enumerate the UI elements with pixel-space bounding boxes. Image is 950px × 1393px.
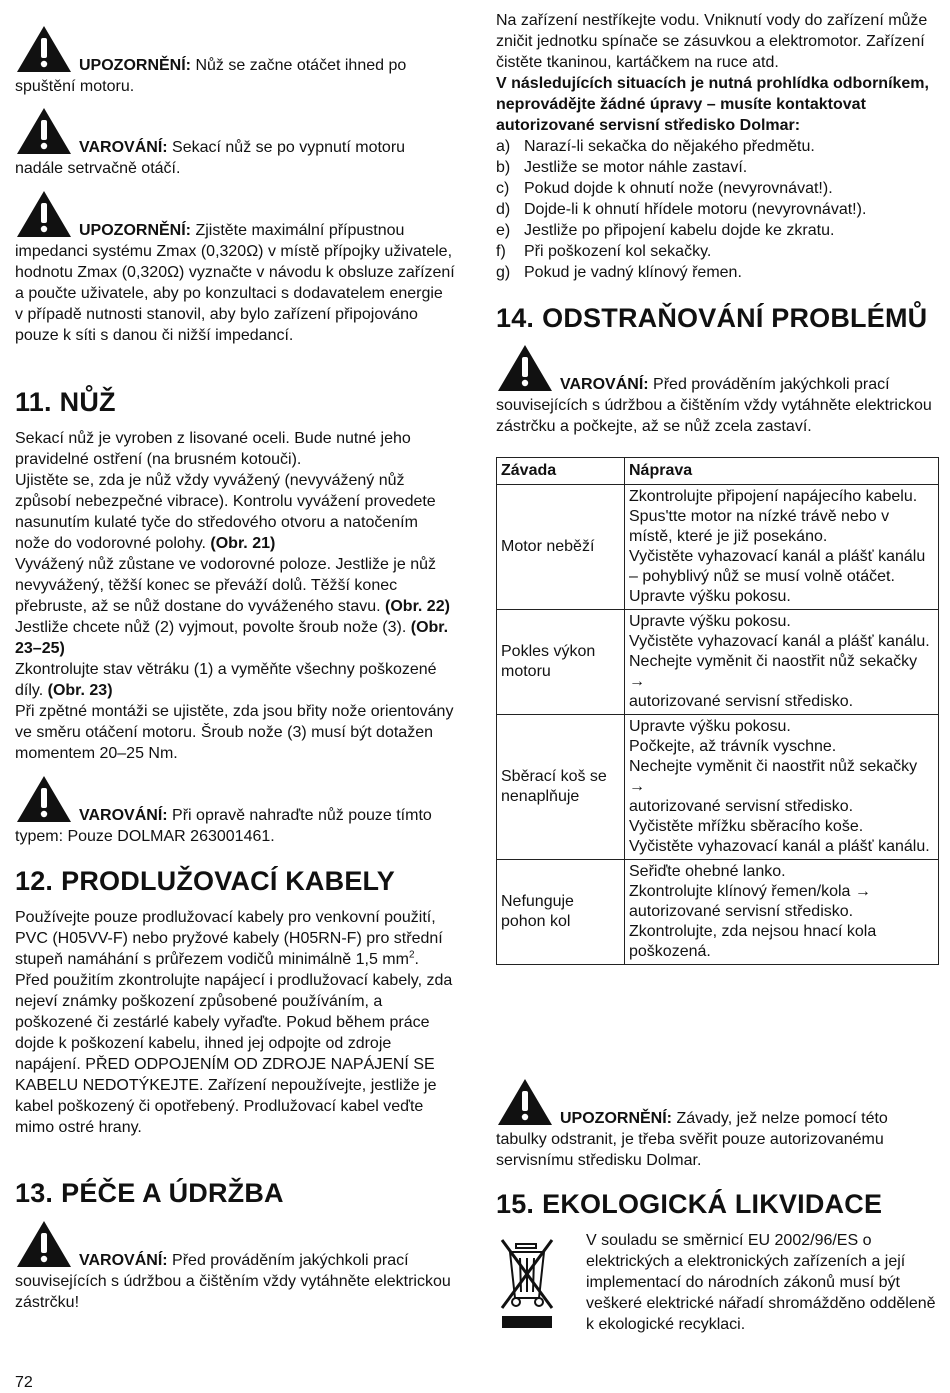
fix-line: autorizované servisní středisko. [629, 903, 854, 920]
list-item [496, 241, 936, 262]
table-row [497, 610, 939, 715]
warning-text: Před prováděním jakýchkoli prací souvisejících s údržbou a čištěním vždy vytáhněte elektrickou zástrčku a počkejte, až se nůž zcela zastaví. [496, 376, 932, 435]
warning-triangle-icon [496, 1077, 554, 1127]
page-number: 72 [15, 1374, 33, 1391]
list-item [496, 199, 936, 220]
table-header-row [497, 458, 939, 485]
list-item [496, 157, 936, 178]
list-marker: b) [496, 159, 511, 176]
fix-line: Zkontrolujte, zda nejsou hnací kola poškozená. [629, 923, 877, 960]
figure-ref: (Obr. 22) [385, 598, 450, 615]
list-text: Dojde-li k ohnutí hřídele motoru (nevyrovnávat!). [524, 201, 867, 218]
warning-text: Při opravě nahraďte nůž pouze tímto typem: Pouze DOLMAR 263001461. [15, 807, 432, 845]
section-title: PÉČE A ÚDRŽBA [61, 1178, 284, 1208]
warning-text: Závady, jež nelze pomocí této tabulky odstranit, je třeba svěřit pouze autorizovanému servisnímu středisku Dolmar. [496, 1110, 888, 1169]
warning-notice [15, 189, 455, 346]
section-heading [15, 386, 455, 418]
section-title: EKOLOGICKÁ LIKVIDACE [542, 1189, 883, 1219]
section-heading [15, 865, 455, 897]
paragraph-text: Jestliže chcete nůž (2) vyjmout, povolte šroub nože (3). [15, 619, 411, 636]
warning-triangle-icon [15, 774, 73, 824]
list-marker: c) [496, 180, 510, 197]
fix-line: Zkontrolujte připojení napájecího kabelu. [629, 488, 918, 505]
list-marker: f) [496, 243, 506, 260]
list-item [496, 178, 936, 199]
fix-cell [625, 715, 939, 860]
paragraph-bold: V následujících situacích je nutná prohlídka odborníkem, neprovádějte žádné úpravy – musíte kontaktovat autorizované servisní středisko Dolmar: [496, 75, 929, 134]
superscript: 2 [408, 949, 415, 961]
paragraph-text: Používejte pouze prodlužovací kabely pro venkovní použití, PVC (H05VV-F) nebo pryžové kabely (H05RN-F) pro střední stupeň namáhání s průřezem vodičů minimálně 1,5 mm [15, 909, 443, 968]
section-body [15, 428, 455, 764]
paragraph-text: . [414, 951, 419, 968]
section-title: PRODLUŽOVACÍ KABELY [61, 866, 395, 896]
list-text: Narazí-li sekačka do nějakého předmětu. [524, 138, 815, 155]
warning-notice [15, 106, 455, 179]
list-item [496, 262, 936, 283]
section-title: NŮŽ [59, 387, 116, 417]
fix-line: Zkontrolujte klínový řemen/kola → [629, 883, 871, 900]
fix-line: Nechejte vyměnit či naostřit nůž sekačky → [629, 758, 918, 795]
fix-line: Vyčistěte vyhazovací kanál a plášť kanálu. [629, 838, 930, 855]
fix-line: Seřiďte ohebné lanko. [629, 863, 786, 880]
fix-line: Vyčistěte vyhazovací kanál a plášť kanálu – pohyblivý nůž se musí volně otáčet. [629, 548, 926, 585]
warning-label: UPOZORNĚNÍ: [560, 1110, 672, 1127]
fix-line: Vyčistěte vyhazovací kanál a plášť kanálu. [629, 633, 930, 650]
warning-notice [15, 24, 455, 97]
fix-cell [625, 860, 939, 965]
warning-triangle-icon [15, 106, 73, 156]
paragraph [15, 907, 455, 970]
paragraph-text: Zkontrolujte stav větráku (1) a vyměňte všechny poškozené díly. [15, 661, 437, 699]
warning-label: UPOZORNĚNÍ: [79, 222, 191, 239]
table-row [497, 485, 939, 610]
paragraph: Při zpětné montáži se ujistěte, zda jsou břity nože orientovány ve směru otáčení motoru. Šroub nože (3) musí být dotažen momentem 20–25 Nm. [15, 703, 454, 762]
fix-line: Spus'tte motor na nízké trávě nebo v místě, které je již posekáno. [629, 508, 890, 545]
warning-notice [15, 1219, 455, 1313]
section-body [496, 10, 936, 283]
fault-cell: Motor neběží [497, 485, 625, 610]
fix-line: Upravte výšku pokosu. [629, 613, 791, 630]
section-heading [496, 1188, 936, 1220]
figure-ref: (Obr. 21) [210, 535, 276, 552]
warning-text: Nůž se začne otáčet ihned po spuštění motoru. [15, 57, 407, 95]
warning-label: VAROVÁNÍ: [79, 807, 168, 824]
paragraph [15, 659, 455, 701]
section-number: 14. [496, 303, 535, 333]
warning-label: VAROVÁNÍ: [560, 376, 649, 393]
warning-triangle-icon [15, 24, 73, 74]
section-number: 13. [15, 1178, 54, 1208]
fix-cell [625, 610, 939, 715]
paragraph-text: Vyvážený nůž zůstane ve vodorovné poloze. Jestliže je nůž nevyvážený, těžší konec se převáží dolů. Těžší konec přebruste, až se nůž dostane do vyváženého stavu. [15, 556, 436, 615]
section-number: 12. [15, 866, 54, 896]
section-number: 15. [496, 1189, 535, 1219]
fix-line: Upravte výšku pokosu. [629, 588, 791, 605]
paragraph [15, 470, 455, 554]
fix-line: Počkejte, až trávník vyschne. [629, 738, 837, 755]
section-title: ODSTRAŇOVÁNÍ PROBLÉMŮ [542, 303, 928, 333]
warning-text: Zjistěte maximální přípustnou impedanci systému Zmax (0,320Ω) v místě přípojky uživatele, hodnotu Zmax (0,320Ω) vyznačte v návodu k obsluze zařízení a poučte uživatele, aby po konzultaci s dodavatelem energie v případě nutnosti stanovil, aby bylo zařízení připojováno pouze k síti s danou či nižší impedancí. [15, 222, 455, 344]
list-text: Pokud dojde k ohnutí nože (nevyrovnávat!). [524, 180, 833, 197]
list-text: Jestliže se motor náhle zastaví. [524, 159, 748, 176]
fix-line: Nechejte vyměnit či naostřit nůž sekačky → [629, 653, 918, 690]
warning-notice [496, 1077, 936, 1171]
fix-line: autorizované servisní středisko. [629, 693, 854, 710]
warning-label: VAROVÁNÍ: [79, 1252, 168, 1269]
warning-notice [15, 774, 455, 847]
table-row [497, 860, 939, 965]
paragraph [15, 554, 455, 659]
warning-text: Před prováděním jakýchkoli prací souvisejících s údržbou a čištěním vždy vytáhněte elektrickou zástrčku! [15, 1252, 451, 1311]
crossed-out-wheelie-bin-icon [498, 1236, 556, 1330]
troubleshooting-table-wrap [496, 457, 936, 965]
warning-triangle-icon [15, 1219, 73, 1269]
list-item [496, 136, 936, 157]
list-text: Při poškození kol sekačky. [524, 243, 712, 260]
column-header-fault: Závada [497, 458, 625, 485]
eco-disposal-block [496, 1230, 936, 1340]
list-marker: a) [496, 138, 511, 155]
figure-ref: (Obr. 23) [47, 682, 113, 699]
warning-text: Sekací nůž se po vypnutí motoru nadále setrvačně otáčí. [15, 139, 406, 177]
fix-line: Upravte výšku pokosu. [629, 718, 791, 735]
fix-line: autorizované servisní středisko. [629, 798, 854, 815]
section-heading [15, 1177, 455, 1209]
section-body [15, 907, 455, 1138]
eco-disposal-text: V souladu se směrnicí EU 2002/96/ES o elektrických a elektronických zařízeních a její implementací do národních zákonů musí být veškeré elektrické nářadí shromážděno odděleně k ekologické recyklaci. [586, 1232, 936, 1333]
figure-ref: (Obr. 23–25) [15, 619, 449, 657]
situation-list [496, 136, 936, 283]
troubleshooting-table [496, 457, 939, 965]
fix-cell [625, 485, 939, 610]
warning-triangle-icon [496, 343, 554, 393]
warning-label: VAROVÁNÍ: [79, 139, 168, 156]
section-number: 11. [15, 387, 52, 417]
warning-label: UPOZORNĚNÍ: [79, 57, 191, 74]
paragraph: Sekací nůž je vyroben z lisované oceli. Bude nutné jeho pravidelné ostření (na brusném kotouči). [15, 430, 411, 468]
list-text: Pokud je vadný klínový řemen. [524, 264, 742, 281]
section-heading [496, 302, 936, 334]
list-marker: e) [496, 222, 511, 239]
fault-cell: Pokles výkon motoru [497, 610, 625, 715]
column-header-fix: Náprava [625, 458, 939, 485]
fault-cell: Nefunguje pohon kol [497, 860, 625, 965]
paragraph-text: Ujistěte se, zda je nůž vždy vyvážený (nevyvážený nůž způsobí nebezpečné vibrace). Kontrolu vyvážení provedete nasunutím kulaté tyče do středového otvoru a natočením nože do vodorovné polohy. [15, 472, 436, 552]
warning-notice [496, 343, 936, 437]
fix-line: Vyčistěte mřížku sběracího koše. [629, 818, 864, 835]
list-marker: g) [496, 264, 511, 281]
paragraph: Před použitím zkontrolujte napájecí i prodlužovací kabely, zda nejeví známky poškození způsobené používáním, a poškozené či zestárlé kabely vyřaďte. Pokud během práce dojde k poškození kabelu, ihned jej odpojte od zdroje napájení. PŘED ODPOJENÍM OD ZDROJE NAPÁJENÍ SE KABELU NEDOTÝKEJTE. Zařízení nepoužívejte, jestliže je kabel poškozený či opotřebený. Prodlužovací kabel veďte mimo ostré hrany. [15, 972, 453, 1136]
list-marker: d) [496, 201, 511, 218]
table-row [497, 715, 939, 860]
list-item [496, 220, 936, 241]
warning-triangle-icon [15, 189, 73, 239]
list-text: Jestliže po připojení kabelu dojde ke zkratu. [524, 222, 835, 239]
paragraph: Na zařízení nestříkejte vodu. Vniknutí vody do zařízení může zničit jednotku spínače se zásuvkou a elektromotor. Zařízení čistěte tkaninou, kartáčkem na ruce atd. [496, 12, 928, 71]
fault-cell: Sběrací koš se nenaplňuje [497, 715, 625, 860]
